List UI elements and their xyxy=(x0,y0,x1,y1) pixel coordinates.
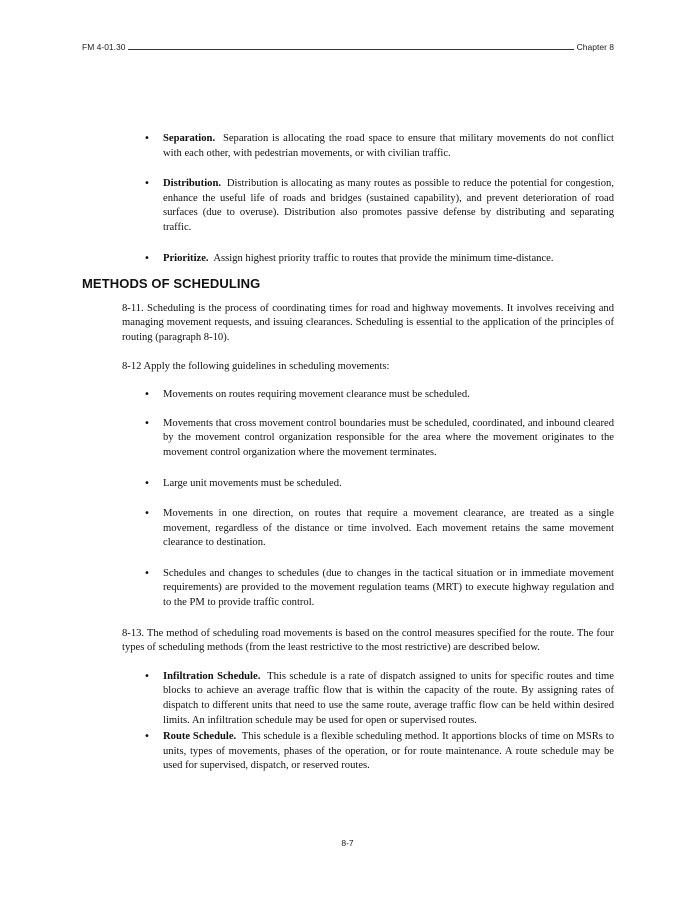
paragraph-8-11: 8-11. Scheduling is the process of coordinating times for road and highway movements. It involves receiving and managing movement requests, and issuing clearances. Scheduling is essential to the application of the principles of routing (paragraph 8-10). xyxy=(122,302,614,343)
bullet-text: Separation is allocating the road space to ensure that military movements do not conflict with each other, with pedestrian movements, or with civilian traffic. xyxy=(163,133,614,159)
bullet-text: Assign highest priority traffic to routes that provide the minimum time-distance. xyxy=(213,252,554,264)
header-chapter: Chapter 8 xyxy=(576,42,614,52)
header-rule xyxy=(128,49,573,50)
bullet-term: Infiltration Schedule. xyxy=(163,670,261,682)
list-item xyxy=(82,670,614,728)
bullet-text: This schedule is a rate of dispatch assigned to units for specific routes and time blocks to achieve an average traffic flow that is within the capacity of the route. By assigning rates of dispatch to different units that need to use the same route, average traffic flow can be held within desired limits. An infiltration schedule may be used for open or supervised routes. xyxy=(163,670,614,726)
paragraph-8-13: 8-13. The method of scheduling road movements is based on the control measures specified for the route. The four types of scheduling methods (from the least restrictive to the most restrictive) are described below. xyxy=(122,627,614,654)
scheduling-methods-list xyxy=(82,670,614,774)
list-item: • Movements that cross movement control boundaries must be scheduled, coordinated, and inbound cleared by the movement control organization responsible for the area where the movement originates to the movement control organization where the movement terminates. xyxy=(82,417,614,461)
scheduling-guidelines-list xyxy=(82,388,614,611)
list-item xyxy=(82,177,614,235)
routing-principles-list xyxy=(82,132,614,266)
bullet-term: Route Schedule. xyxy=(163,731,237,743)
page-number: 8-7 xyxy=(341,838,354,848)
paragraph-8-12: 8-12 Apply the following guidelines in scheduling movements: xyxy=(122,360,390,372)
list-item xyxy=(82,252,614,267)
running-header xyxy=(82,42,614,52)
list-item xyxy=(82,730,614,774)
list-item: • Large unit movements must be scheduled. xyxy=(82,477,614,492)
bullet-term: Distribution. xyxy=(163,178,221,190)
bullet-term: Prioritize. xyxy=(163,252,209,264)
page-body xyxy=(82,132,614,774)
header-manual-number: FM 4-01.30 xyxy=(82,42,126,52)
list-item: • Movements on routes requiring movement clearance must be scheduled. xyxy=(82,388,614,403)
list-item: • Movements in one direction, on routes that require a movement clearance, are treated as a single movement, regardless of the distance or time involved. Each movement retains the same movement clearance to destination. xyxy=(82,507,614,551)
list-item xyxy=(82,132,614,161)
bullet-text: This schedule is a flexible scheduling method. It apportions blocks of time on MSRs to units, types of movements, phases of the operation, or for route maintenance. A route schedule may be used for supervised, dispatch, or reserved routes. xyxy=(163,731,615,772)
list-item: • Schedules and changes to schedules (due to changes in the tactical situation or in immediate movement requirements) are provided to the movement regulation teams (MRT) to execute highway regulation and to the PM to provide traffic control. xyxy=(82,567,614,611)
bullet-text: Distribution is allocating as many routes as possible to reduce the potential for congestion, enhance the useful life of roads and bridges (sustained capability), and prevent deterioration of road surfaces (due to overuse). Distribution also promotes passive defense by distributing and separating traffic. xyxy=(163,178,614,233)
section-heading: METHODS OF SCHEDULING xyxy=(82,276,261,292)
bullet-term: Separation. xyxy=(163,133,216,144)
